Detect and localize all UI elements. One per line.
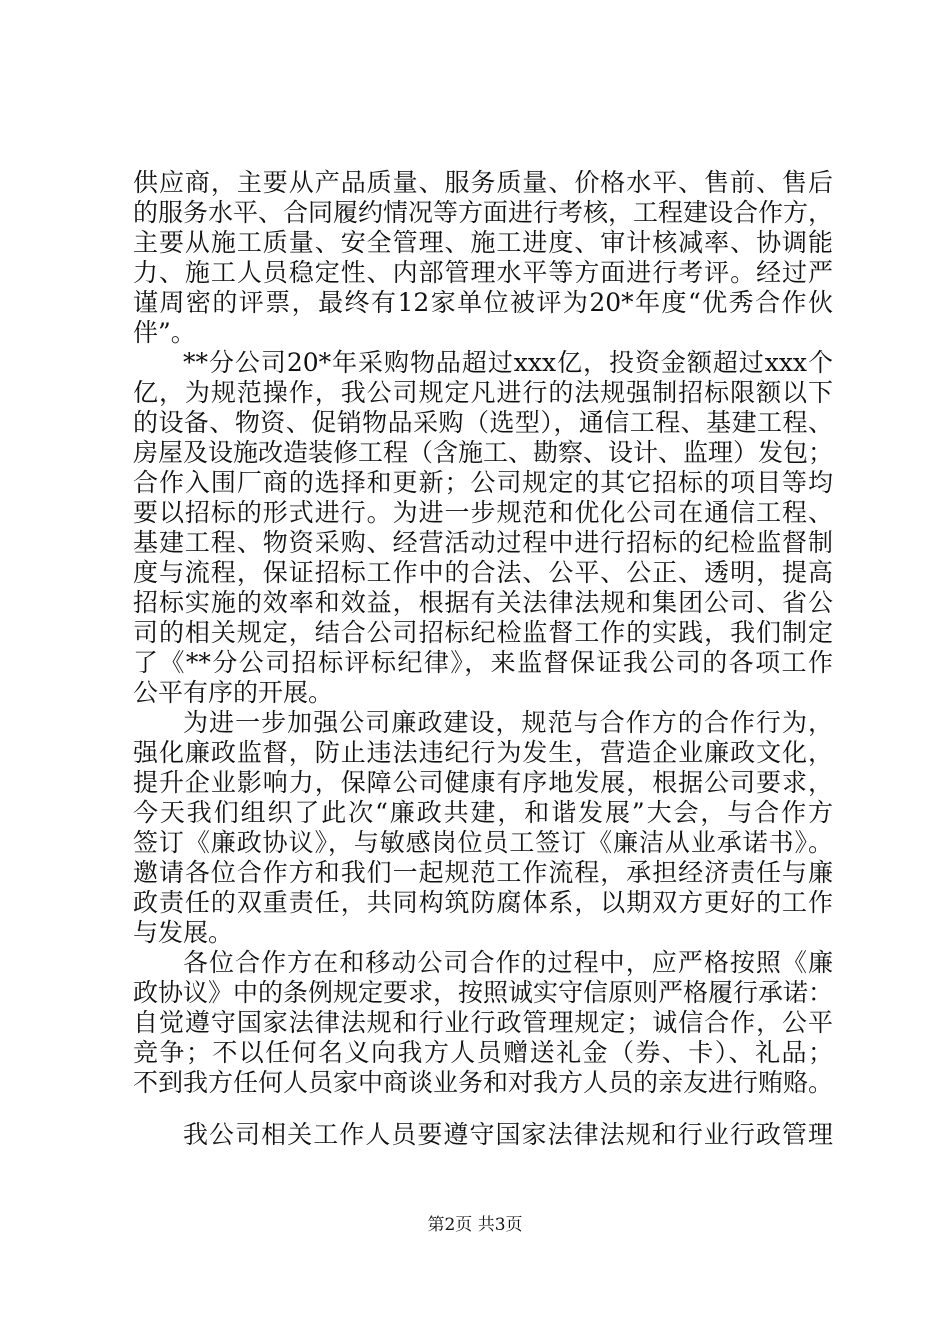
text-line: 谨周密的评票，最终有12家单位被评为20*年度“优秀合作伙 [133, 288, 833, 317]
text-line: 公平有序的开展。 [133, 678, 334, 707]
text-line: 各位合作方在和移动公司合作的过程中，应严格按照《廉 [183, 948, 833, 977]
text-line: 供应商，主要从产品质量、服务质量、价格水平、售前、售后 [133, 168, 833, 197]
text-line: 基建工程、物资采购、经营活动过程中进行招标的纪检监督制 [133, 528, 833, 557]
text-line: 的设备、物资、促销物品采购（选型），通信工程、基建工程、 [133, 408, 833, 437]
text-line: **分公司20*年采购物品超过xxx亿，投资金额超过xxx个 [183, 348, 833, 377]
text-line: 今天我们组织了此次“廉政共建，和谐发展”大会，与合作方 [133, 798, 833, 827]
paragraph-spacer [133, 1098, 833, 1120]
text-line: 度与流程，保证招标工作中的合法、公平、公正、透明，提高 [133, 558, 833, 587]
text-line: 力、施工人员稳定性、内部管理水平等方面进行考评。经过严 [133, 258, 833, 287]
document-body [133, 168, 833, 1150]
text-line: 强化廉政监督，防止违法违纪行为发生，营造企业廉政文化， [133, 738, 833, 767]
paragraph-integrity-building [133, 708, 833, 948]
text-line: 竞争；不以任何名义向我方人员赠送礼金（券、卡）、礼品； [133, 1038, 833, 1067]
paragraph-partner-obligations [133, 948, 833, 1098]
text-line: 了《**分公司招标评标纪律》，来监督保证我公司的各项工作 [133, 648, 833, 677]
paragraph-procurement [133, 348, 833, 708]
page-number-footer: 第2页 共3页 [427, 1215, 523, 1235]
paragraph-staff-obligations [133, 1120, 833, 1150]
text-line: 为进一步加强公司廉政建设，规范与合作方的合作行为， [183, 708, 833, 737]
text-line: 政责任的双重责任，共同构筑防腐体系，以期双方更好的工作 [133, 888, 833, 917]
text-line: 招标实施的效率和效益，根据有关法律法规和集团公司、省公 [133, 588, 833, 617]
text-line: 要以招标的形式进行。为进一步规范和优化公司在通信工程、 [133, 498, 833, 527]
text-line: 我公司相关工作人员要遵守国家法律法规和行业行政管理 [183, 1120, 833, 1149]
text-line: 自觉遵守国家法律法规和行业行政管理规定；诚信合作，公平 [133, 1008, 833, 1037]
text-line: 提升企业影响力，保障公司健康有序地发展，根据公司要求， [133, 768, 833, 797]
text-line: 伴”。 [133, 318, 196, 347]
text-line: 司的相关规定，结合公司招标纪检监督工作的实践，我们制定 [133, 618, 833, 647]
text-line: 邀请各位合作方和我们一起规范工作流程，承担经济责任与廉 [133, 858, 833, 887]
paragraph-supplier-evaluation [133, 168, 833, 348]
text-line: 合作入围厂商的选择和更新；公司规定的其它招标的项目等均 [133, 468, 833, 497]
text-line: 政协议》中的条例规定要求，按照诚实守信原则严格履行承诺： [133, 978, 833, 1007]
text-line: 亿，为规范操作，我公司规定凡进行的法规强制招标限额以下 [133, 378, 833, 407]
text-line: 与发展。 [133, 918, 234, 947]
text-line: 主要从施工质量、安全管理、施工进度、审计核减率、协调能 [133, 228, 833, 257]
text-line: 不到我方任何人员家中商谈业务和对我方人员的亲友进行贿赂。 [133, 1068, 833, 1097]
text-line: 房屋及设施改造装修工程（含施工、勘察、设计、监理）发包； [133, 438, 833, 467]
text-line: 的服务水平、合同履约情况等方面进行考核，工程建设合作方， [133, 198, 833, 227]
text-line: 签订《廉政协议》，与敏感岗位员工签订《廉洁从业承诺书》。 [133, 828, 833, 857]
